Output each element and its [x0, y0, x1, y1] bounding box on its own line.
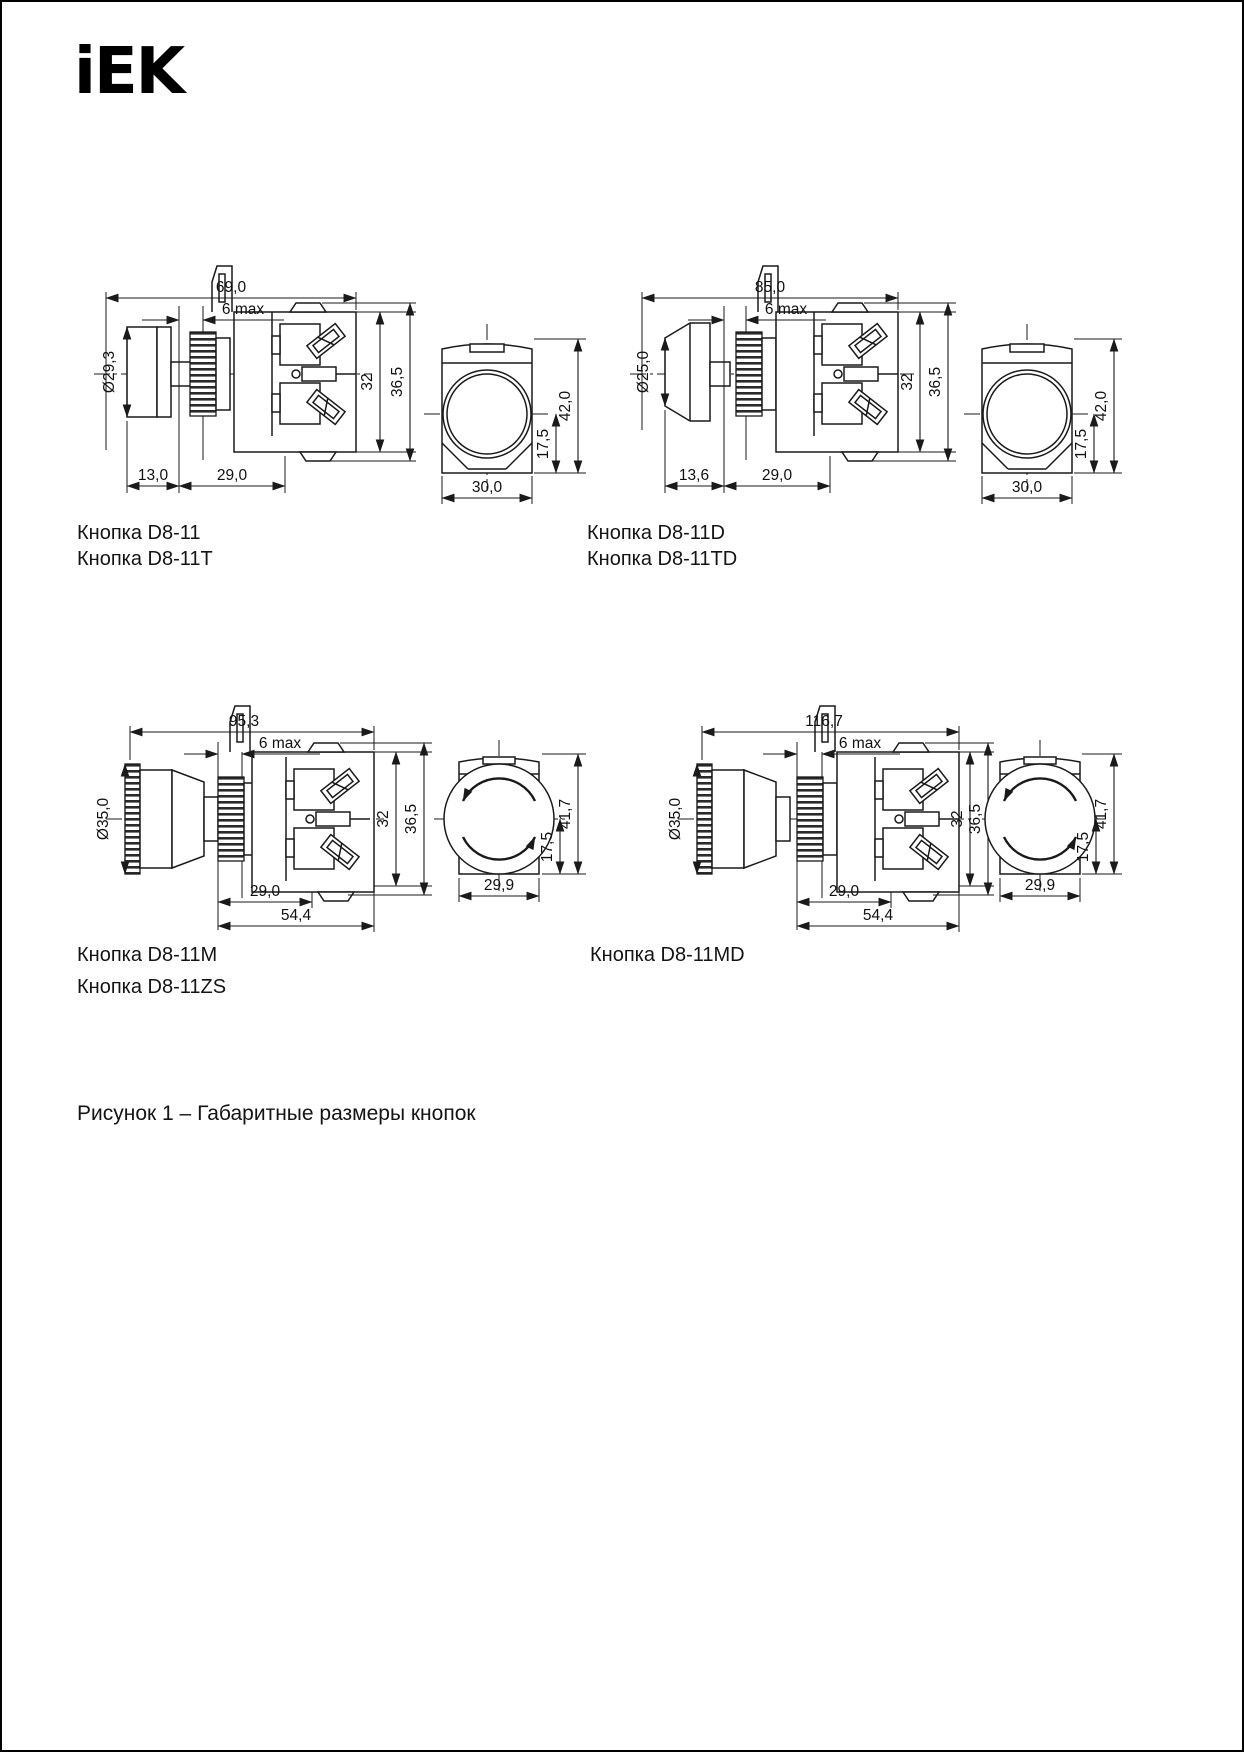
dim-travel-label: 6 max: [838, 735, 882, 752]
dim-height-inner-label: 32: [375, 810, 392, 828]
front-view: [964, 324, 1122, 504]
dim-height-outer-label: 36,5: [927, 366, 944, 398]
drawing-d8-11: [72, 250, 592, 510]
iek-logo: iEK: [74, 35, 184, 109]
dim-diameter-label: Ø35,0: [95, 797, 112, 841]
dim-overall-label: 69,0: [215, 279, 247, 296]
dim-front-width-label: 29,9: [1024, 877, 1056, 894]
dim-front-lower-label: 17,5: [539, 831, 556, 863]
dim-height-inner-label: 32: [899, 373, 916, 391]
caption-d8-11md: Кнопка D8-11MD: [590, 944, 745, 966]
dim-front-height-label: 41,7: [557, 798, 574, 830]
dim-height-outer-label: 36,5: [389, 366, 406, 398]
front-view: [982, 740, 1122, 902]
figure-caption: Рисунок 1 – Габаритные размеры кнопок: [77, 1102, 476, 1125]
dim-height-inner-label: 32: [359, 373, 376, 391]
caption-d8-11m: Кнопка D8-11M: [77, 944, 218, 966]
caption-d8-11td: Кнопка D8-11TD: [587, 548, 738, 570]
dim-block-label: 54,4: [862, 907, 894, 924]
dim-diameter-label: Ø35,0: [667, 797, 684, 841]
side-view: [678, 706, 970, 930]
dim-travel-label: 6 max: [764, 301, 808, 318]
front-view: [434, 740, 586, 902]
dim-travel-label: 6 max: [258, 735, 302, 752]
dim-front-height-label: 42,0: [557, 390, 574, 422]
dim-height-outer-label: 36,5: [967, 803, 984, 835]
caption-d8-11d: Кнопка D8-11D: [587, 522, 725, 544]
dim-height-outer-label: 36,5: [403, 803, 420, 835]
side-view: [106, 706, 384, 930]
dim-body-label: 29,0: [761, 467, 793, 484]
drawing-d8-11d: [590, 250, 1130, 510]
dim-overall-label: 95,3: [228, 713, 260, 730]
dim-block-label: 54,4: [280, 907, 312, 924]
dim-body-label: 29,0: [828, 883, 860, 900]
dim-front-lower-label: 17,5: [1073, 428, 1090, 460]
dim-travel-label: 6 max: [221, 301, 265, 318]
dim-head-label: 13,0: [137, 467, 169, 484]
dim-diameter-label: Ø29,3: [101, 350, 118, 394]
dim-body-label: 29,0: [249, 883, 281, 900]
dim-body-label: 29,0: [216, 467, 248, 484]
dim-front-lower-label: 17,5: [1075, 831, 1092, 863]
dim-head-label: 13,6: [678, 467, 710, 484]
drawing-d8-11m: [72, 642, 592, 942]
dim-overall-label: 116,7: [805, 713, 843, 730]
dim-front-width-label: 30,0: [1011, 479, 1043, 496]
dim-front-width-label: 30,0: [471, 479, 503, 496]
caption-d8-11: Кнопка D8-11: [77, 522, 201, 544]
dim-diameter-label: Ø25,0: [635, 350, 652, 394]
dim-front-height-label: 42,0: [1093, 390, 1110, 422]
dim-height-inner-label: 32: [949, 810, 966, 828]
caption-d8-11zs: Кнопка D8-11ZS: [77, 976, 227, 998]
dim-front-height-label: 41,7: [1093, 798, 1110, 830]
dim-front-width-label: 29,9: [483, 877, 515, 894]
caption-d8-11t: Кнопка D8-11T: [77, 548, 213, 570]
front-view: [424, 324, 586, 504]
dim-overall-label: 85,0: [754, 279, 786, 296]
drawing-d8-11md: [582, 642, 1142, 942]
dim-front-lower-label: 17,5: [535, 428, 552, 460]
